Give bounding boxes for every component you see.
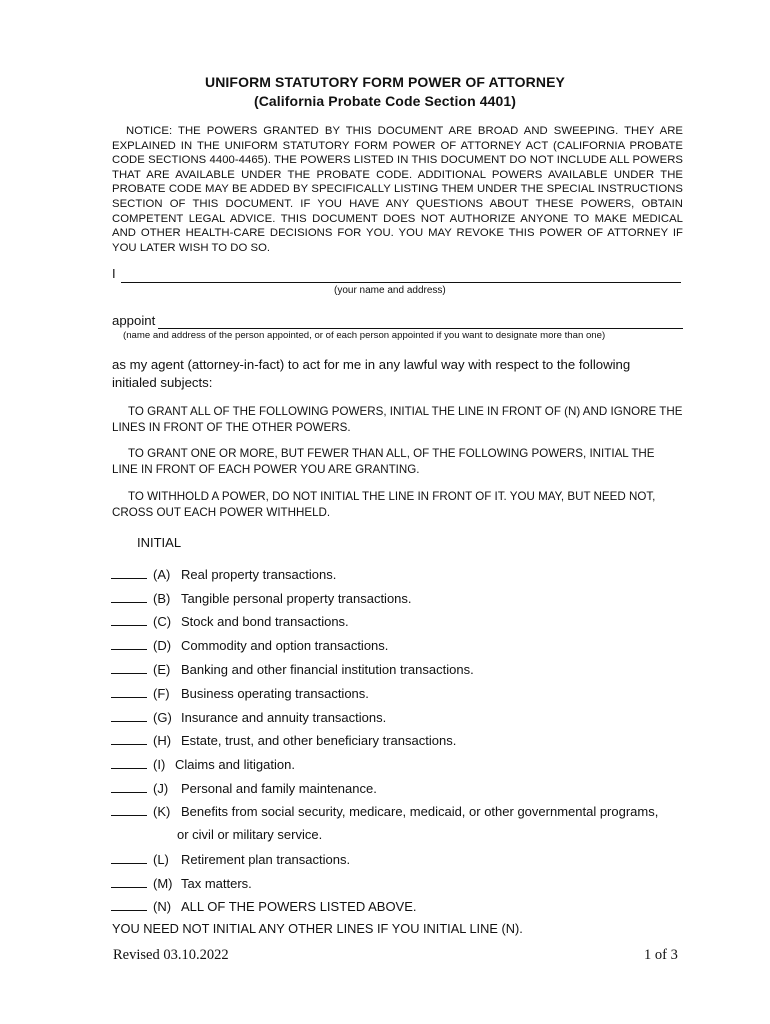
- initial-line-l[interactable]: [111, 851, 147, 864]
- power-row: (E) Banking and other financial institution transactions.: [111, 661, 474, 677]
- power-row: (M) Tax matters.: [111, 875, 252, 891]
- principal-name-field[interactable]: [121, 268, 681, 283]
- power-row: (C) Stock and bond transactions.: [111, 613, 349, 629]
- final-note: YOU NEED NOT INITIAL ANY OTHER LINES IF YOU INITIAL LINE (N).: [112, 921, 523, 936]
- agent-name-field[interactable]: [158, 314, 683, 329]
- notice-paragraph: NOTICE: THE POWERS GRANTED BY THIS DOCUMENT ARE BROAD AND SWEEPING. THEY ARE EXPLAINED IN THE UNIFORM STATUTORY FORM POWER OF ATTORNEY ACT (CALIFORNIA PROBATE CODE SECTIONS 4400-4465). THE POWERS LISTED IN THIS DOCUMENT DO NOT INCLUDE ALL POWERS THAT ARE AVAILABLE UNDER THE PROBATE CODE. ADDITIONAL POWERS AVAILABLE UNDER THE PROBATE CODE MAY BE ADDED BY SPECIFICALLY LISTING THEM UNDER THE SPECIAL INSTRUCTIONS SECTION OF THIS DOCUMENT. IF YOU HAVE ANY QUESTIONS ABOUT THESE POWERS, OBTAIN COMPETENT LEGAL ADVICE. THIS DOCUMENT DOES NOT AUTHORIZE ANYONE TO MAKE MEDICAL AND OTHER HEALTH-CARE DECISIONS FOR YOU. YOU MAY REVOKE THIS POWER OF ATTORNEY IF YOU LATER WISH TO DO SO.: [112, 125, 683, 254]
- initial-line-h[interactable]: [111, 732, 147, 745]
- power-row: (K) Benefits from social security, medicare, medicaid, or other governmental programs,: [111, 803, 658, 819]
- document-subtitle: (California Probate Code Section 4401): [253, 93, 517, 109]
- principal-label: I: [112, 266, 116, 281]
- initial-line-k[interactable]: [111, 803, 147, 816]
- agent-label: appoint: [112, 313, 156, 328]
- instruction-withhold: TO WITHHOLD A POWER, DO NOT INITIAL THE LINE IN FRONT OF IT. YOU MAY, BUT NEED NOT, CROSS OUT EACH POWER WITHHELD.: [112, 490, 656, 519]
- initial-line-m[interactable]: [111, 875, 147, 888]
- initial-line-d[interactable]: [111, 637, 147, 650]
- power-row-continuation: or civil or military service.: [177, 827, 323, 842]
- power-row: (B) Tangible personal property transactions.: [111, 590, 412, 606]
- power-row: (L) Retirement plan transactions.: [111, 851, 350, 867]
- initial-line-i[interactable]: [111, 756, 147, 769]
- agent-statement-line1: as my agent (attorney-in-fact) to act for me in any lawful way with respect to the following: [112, 357, 631, 372]
- power-row: (I) Claims and litigation.: [111, 756, 295, 772]
- power-row: (G) Insurance and annuity transactions.: [111, 709, 386, 725]
- principal-caption: (your name and address): [334, 285, 446, 296]
- initial-line-g[interactable]: [111, 709, 147, 722]
- power-row: (N) ALL OF THE POWERS LISTED ABOVE.: [111, 898, 417, 914]
- agent-caption: (name and address of the person appointed, or of each person appointed if you want to designate more than one): [123, 330, 606, 341]
- instruction-grant-all: TO GRANT ALL OF THE FOLLOWING POWERS, INITIAL THE LINE IN FRONT OF (N) AND IGNORE THE LINES IN FRONT OF THE OTHER POWERS.: [112, 405, 683, 434]
- initial-line-e[interactable]: [111, 661, 147, 674]
- initial-line-f[interactable]: [111, 685, 147, 698]
- instruction-grant-some: TO GRANT ONE OR MORE, BUT FEWER THAN ALL, OF THE FOLLOWING POWERS, INITIAL THE LINE IN FRONT OF EACH POWER YOU ARE GRANTING.: [112, 447, 655, 476]
- power-row: (D) Commodity and option transactions.: [111, 637, 388, 653]
- power-row: (F) Business operating transactions.: [111, 685, 369, 701]
- agent-statement-line2: initialed subjects:: [112, 375, 213, 390]
- document-title: UNIFORM STATUTORY FORM POWER OF ATTORNEY: [205, 74, 565, 90]
- initial-line-b[interactable]: [111, 590, 147, 603]
- page-number: 1 of 3: [644, 947, 678, 963]
- power-row: (H) Estate, trust, and other beneficiary transactions.: [111, 732, 456, 748]
- initial-line-a[interactable]: [111, 566, 147, 579]
- initial-line-c[interactable]: [111, 613, 147, 626]
- revision-date: Revised 03.10.2022: [113, 947, 229, 963]
- power-row: (A) Real property transactions.: [111, 566, 336, 582]
- power-row: (J) Personal and family maintenance.: [111, 780, 377, 796]
- initial-line-n[interactable]: [111, 898, 147, 911]
- initial-line-j[interactable]: [111, 780, 147, 793]
- initial-heading: INITIAL: [137, 535, 182, 550]
